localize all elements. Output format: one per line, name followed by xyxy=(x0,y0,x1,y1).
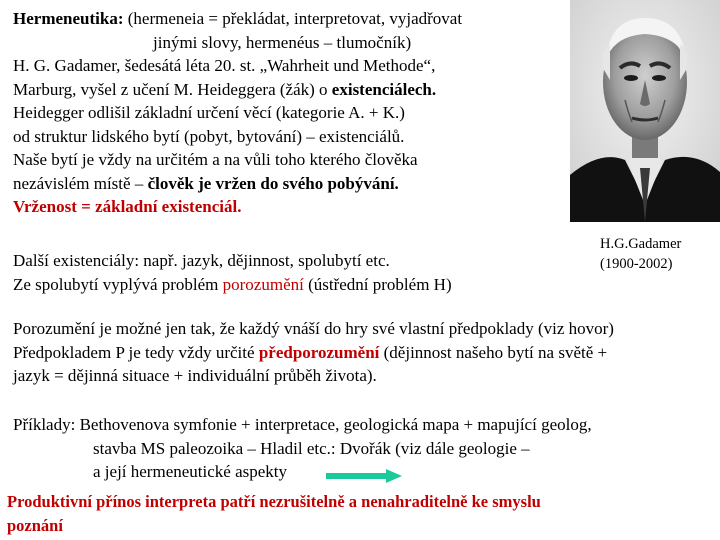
portrait-caption xyxy=(600,234,681,274)
vrzen-bold: člověk je vržen do svého pobývání. xyxy=(147,173,399,193)
conclusion-text xyxy=(7,490,541,538)
intro-line-7: Naše bytí je vždy na určitém a na vůli toho kterého člověka xyxy=(13,150,418,169)
porozumeni-red: porozumění xyxy=(222,274,304,294)
understanding-line-2-c: (dějinnost našeho bytí na světě + xyxy=(379,342,608,362)
understanding-text xyxy=(13,317,614,388)
existencialech-bold: existenciálech. xyxy=(331,79,437,99)
examples-line-2: stavba MS paleozoika – Hladil etc.: Dvořák (viz dále geologie – xyxy=(93,438,530,458)
existentials-line-2-c: (ústřední problém H) xyxy=(303,274,452,294)
intro-line-3: H. G. Gadamer, šedesátá léta 20. st. „Wahrheit und Methode“, xyxy=(13,56,436,75)
intro-line-8 xyxy=(13,172,462,196)
portrait-image xyxy=(570,0,720,222)
understanding-line-2 xyxy=(13,341,614,365)
arrow-graphic xyxy=(326,469,402,483)
existentials-line-2 xyxy=(13,273,452,297)
intro-line-4-text: Marburg, vyšel z učení M. Heideggera (žák) o xyxy=(13,79,332,99)
understanding-line-2-a: Předpokladem P je tedy vždy určité xyxy=(13,342,259,362)
examples-line-3: a její hermeneutické aspekty xyxy=(93,462,287,481)
intro-line-2: jinými slovy, hermenéus – tlumočník) xyxy=(153,32,412,52)
conclusion-line-2: poznání xyxy=(7,516,63,535)
intro-line-6: od struktur lidského bytí (pobyt, bytování) – existenciálů. xyxy=(13,126,405,146)
understanding-line-3: jazyk = dějinná situace + individuální průběh života). xyxy=(13,366,377,385)
conclusion-line-1: Produktivní přínos interpreta patří nezrušitelně a nenahraditelně ke smyslu xyxy=(7,492,541,511)
intro-text xyxy=(13,7,462,219)
vrzenost-line: Vrženost = základní existenciál. xyxy=(13,197,242,216)
caption-name: H.G.Gadamer xyxy=(600,236,682,252)
existentials-line-1: Další existenciály: např. jazyk, dějinnost, spolubytí etc. xyxy=(13,251,390,270)
right-arrow-icon xyxy=(326,466,402,490)
examples-text xyxy=(13,413,592,484)
intro-line-4 xyxy=(13,78,462,102)
caption-years: (1900-2002) xyxy=(600,256,673,272)
intro-line-8-text: nezávislém místě – xyxy=(13,173,148,193)
existentials-text xyxy=(13,249,452,296)
understanding-line-1: Porozumění je možné jen tak, že každý vnáší do hry své vlastní předpoklady (viz hovor) xyxy=(13,319,614,338)
gadamer-portrait xyxy=(570,0,720,222)
term-hermeneutika: Hermeneutika: xyxy=(13,9,124,28)
intro-line-1 xyxy=(13,7,462,31)
examples-line-1: Příklady: Bethovenova symfonie + interpretace, geologická mapa + mapující geolog, xyxy=(13,415,592,434)
existentials-line-2-a: Ze spolubytí vyplývá problém xyxy=(13,274,223,294)
intro-line-5: Heidegger odlišil základní určení věcí (kategorie A. + K.) xyxy=(13,103,405,122)
predporozumeni-red: předporozumění xyxy=(258,342,380,362)
term-definition: (hermeneia = překládat, interpretovat, vyjadřovat xyxy=(123,9,463,28)
